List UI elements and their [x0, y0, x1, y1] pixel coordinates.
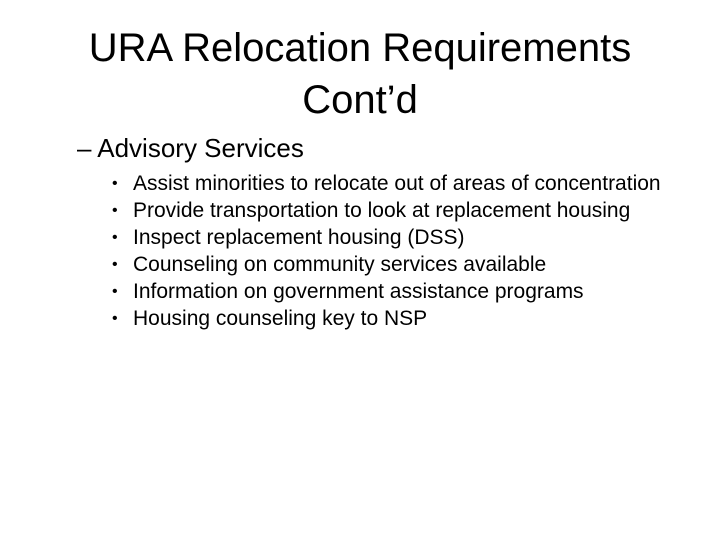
bullet-item [112, 278, 672, 305]
section-heading-advisory-services: – Advisory Services [77, 133, 304, 163]
bullet-item [112, 305, 672, 332]
slide-title-line-1: URA Relocation Requirements [88, 26, 632, 70]
bullet-text: Counseling on community services available [133, 253, 547, 276]
bullet-text: Information on government assistance programs [133, 280, 584, 303]
bullet-item [112, 197, 672, 224]
bullet-glyph: • [112, 175, 118, 192]
bullet-item [112, 224, 672, 251]
bullet-glyph: • [112, 229, 118, 246]
bullet-text: Inspect replacement housing (DSS) [133, 226, 465, 249]
slide-title [0, 22, 720, 126]
bullet-text: Provide transportation to look at replacement housing [133, 199, 631, 222]
bullet-glyph: • [112, 256, 118, 273]
bullet-glyph: • [112, 283, 118, 300]
bullet-list [112, 170, 672, 332]
bullet-item [112, 251, 672, 278]
bullet-glyph: • [112, 202, 118, 219]
bullet-item [112, 170, 672, 197]
bullet-glyph: • [112, 310, 118, 327]
bullet-text: Housing counseling key to NSP [133, 307, 428, 330]
slide-title-line-2: Cont’d [302, 78, 418, 122]
bullet-text: Assist minorities to relocate out of areas of concentration [133, 172, 661, 195]
